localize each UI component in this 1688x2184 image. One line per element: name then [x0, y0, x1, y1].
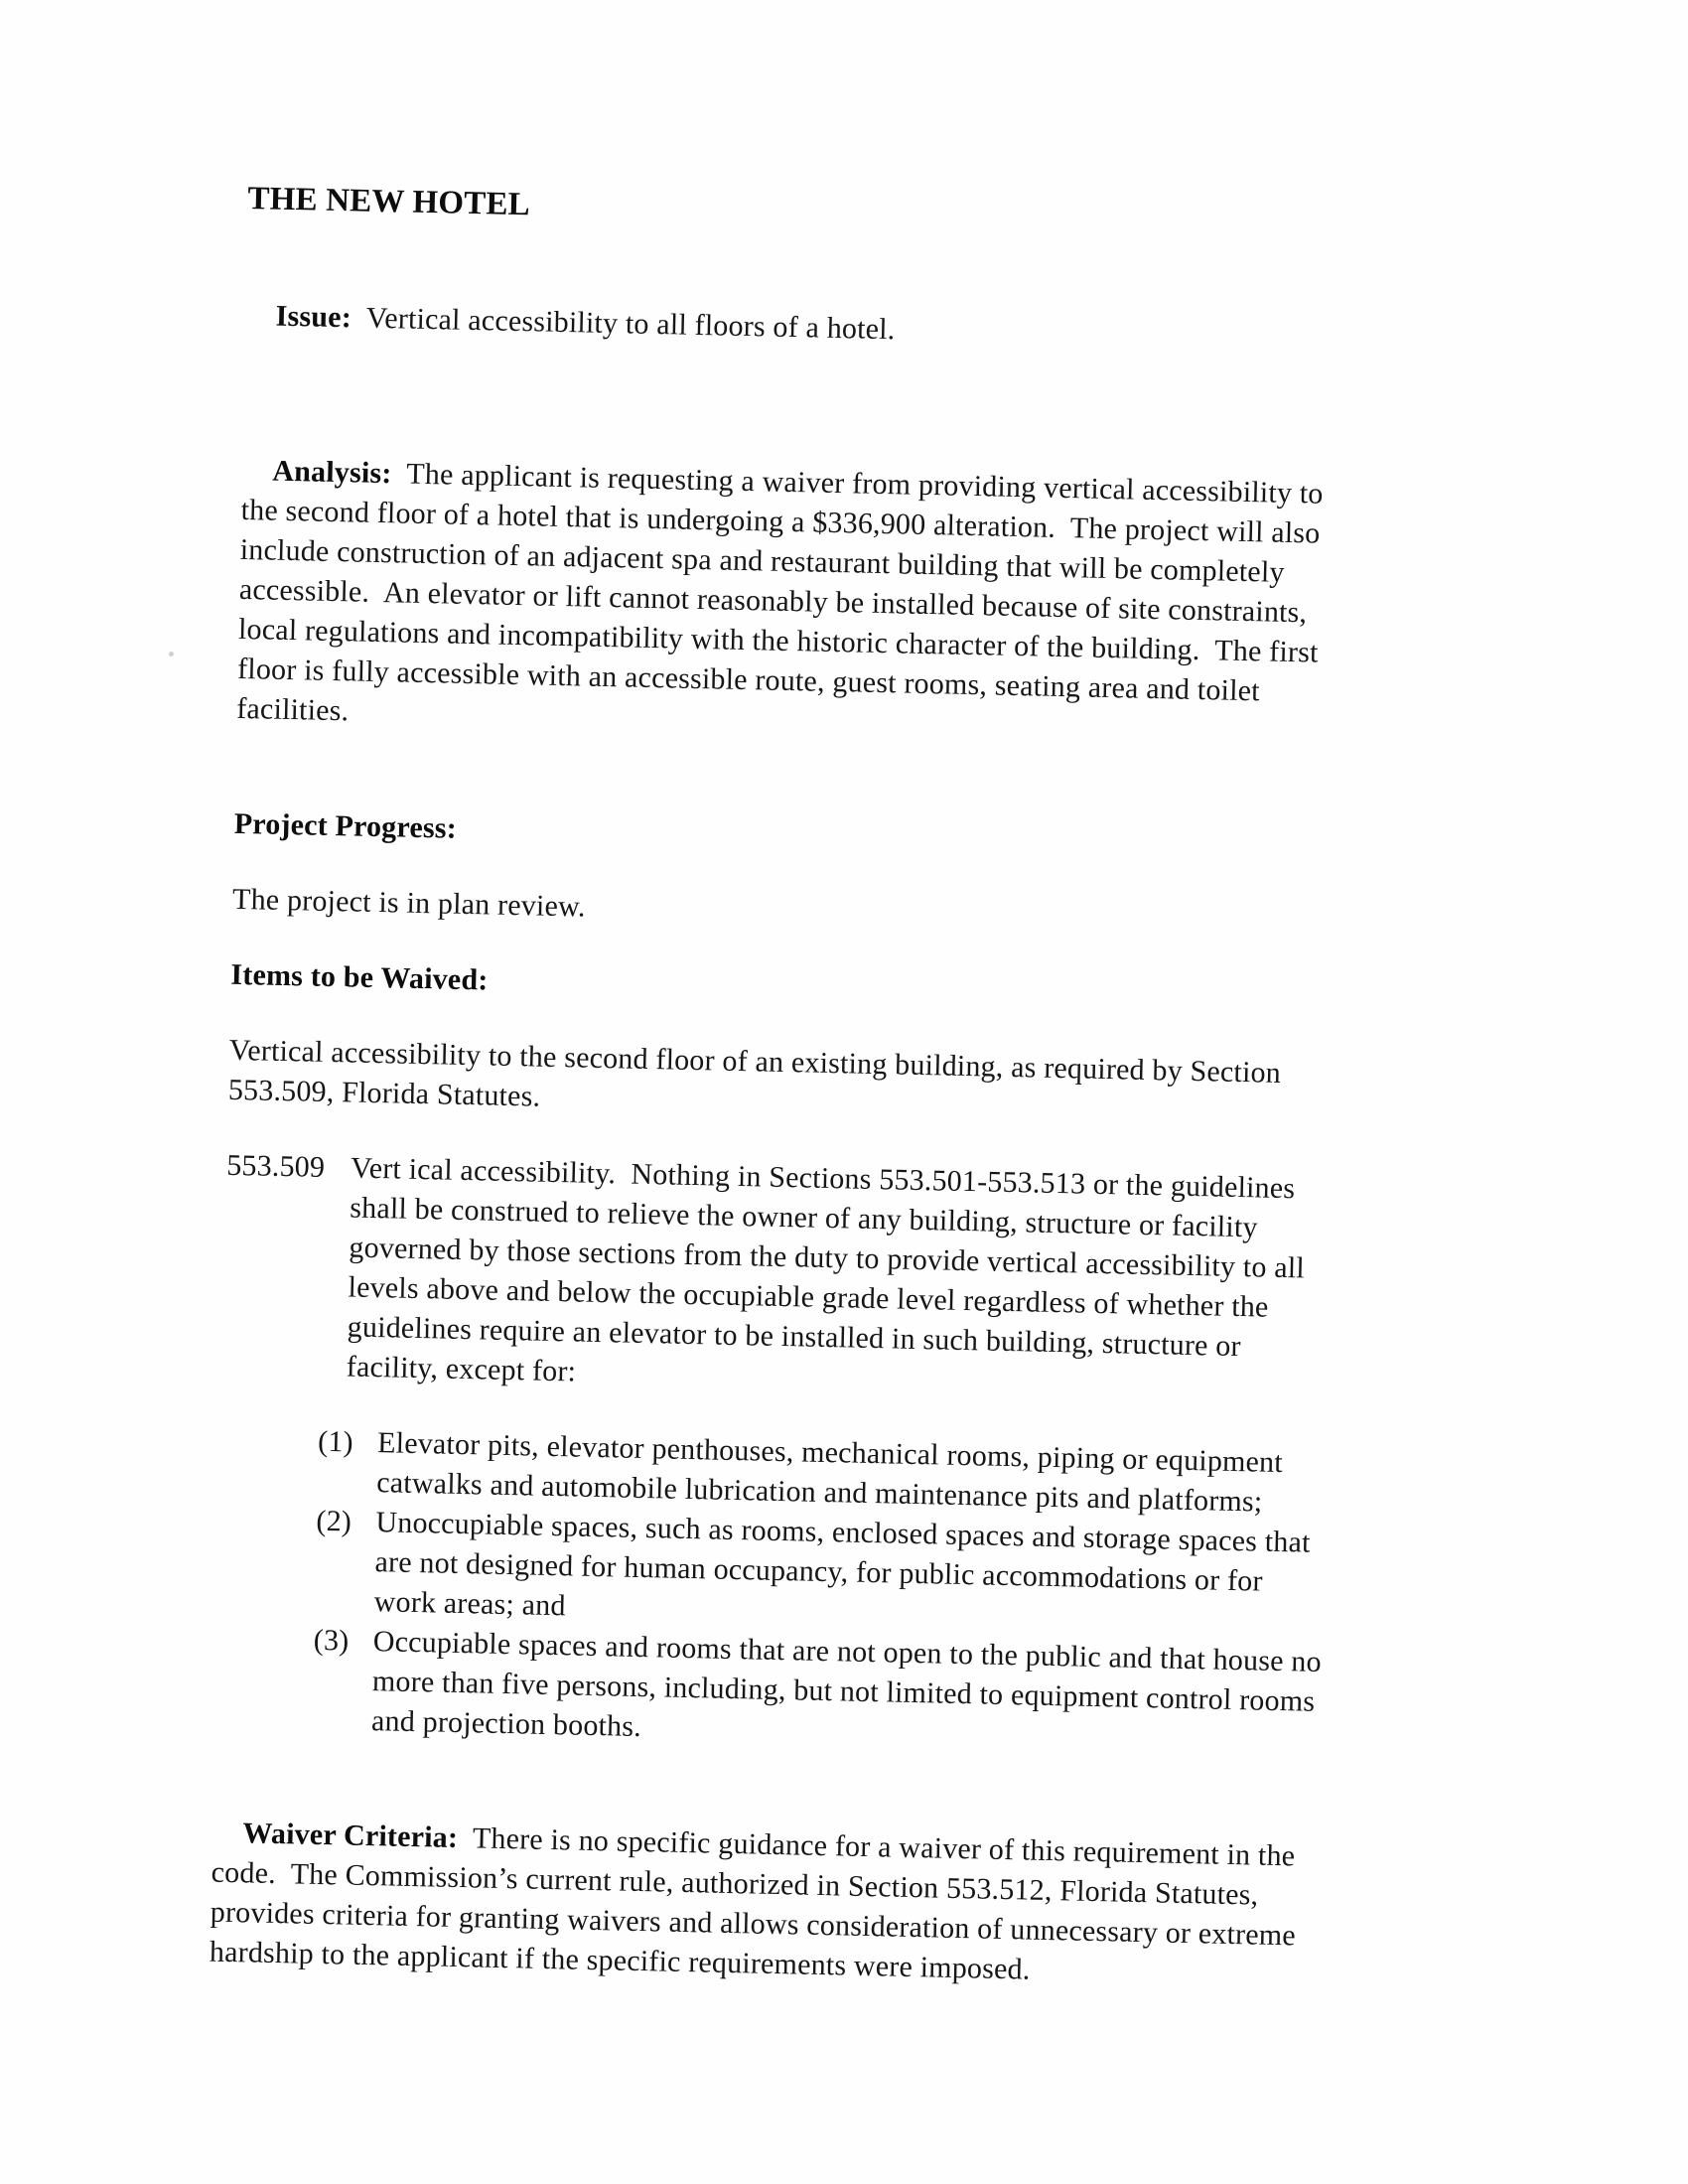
analysis-label: Analysis:	[271, 454, 392, 491]
statute-number: 553.509	[225, 1148, 326, 1184]
list-item-text: Elevator pits, elevator penthouses, mechanical rooms, piping or equipment catwalks and automobile lubrication and maintenance pits and platforms;	[375, 1426, 1284, 1519]
waiver-criteria-paragraph	[209, 1774, 1504, 2040]
document-page	[208, 177, 1539, 2076]
list-item-text: Unoccupiable spaces, such as rooms, enclosed spaces and storage spaces that are not designed for human occupancy, for public accommodations or for work areas; and	[373, 1506, 1311, 1623]
statute-paragraph	[221, 1146, 1517, 1412]
items-to-be-waived-text: Vertical accessibility to the second floor of an existing building, as required by Section 553.509, Florida Statutes.	[227, 1033, 1282, 1113]
waiver-criteria-label: Waiver Criteria:	[242, 1817, 459, 1854]
list-item-number: (1)	[317, 1424, 354, 1459]
issue-text: Vertical accessibility to all floors of a hotel.	[351, 301, 896, 347]
project-progress-heading: Project Progress:	[233, 806, 458, 845]
issue-paragraph	[244, 256, 1537, 403]
issue-label: Issue:	[275, 299, 352, 335]
analysis-text: The applicant is requesting a waiver from providing vertical accessibility to the second floor of a hotel that is undergoing a $336,900 alteration. The project will also include construction of an adjacent spa and restaurant building that will be completely accessible. An elevator or lift cannot reasonably be installed because of site constraints, local regulations and incompatibility with the historic character of the building. The first floor is fully accessible with an accessible route, guest rooms, seating area and toilet facilities.	[235, 457, 1324, 728]
scan-artifact-speck	[169, 652, 174, 656]
project-progress-text: The project is in plan review.	[231, 882, 587, 924]
waiver-criteria-text: There is no specific guidance for a waiver of this requirement in the code. The Commission’s current rule, authorized in Section 553.512, Florida Statutes, provides criteria for granting waivers and allows consideration of unnecessary or extreme hardship to the applicant if the specific requirements were imposed.	[209, 1821, 1297, 1986]
list-item-number: (2)	[316, 1504, 352, 1538]
document-title: THE NEW HOTEL	[247, 180, 531, 223]
statute-text: Vert ical accessibility. Nothing in Sections 553.501-553.513 or the guidelines shall be construed to relieve the owner of any building, structure or facility governed by those sections from the duty to provide vertical accessibility to all levels above and below the occupiable grade level regardless of whether the guidelines require an elevator to be installed in such building, structure or facility, except for:	[346, 1151, 1306, 1388]
list-item-number: (3)	[313, 1623, 350, 1658]
analysis-paragraph	[235, 411, 1534, 797]
statute-exceptions-list	[214, 1420, 1512, 1766]
list-item-text: Occupiable spaces and rooms that are not open to the public and that house no more than five persons, including, but not limited to equipment control rooms and projection booths.	[370, 1625, 1323, 1744]
items-to-be-waived-heading: Items to be Waived:	[230, 957, 489, 997]
